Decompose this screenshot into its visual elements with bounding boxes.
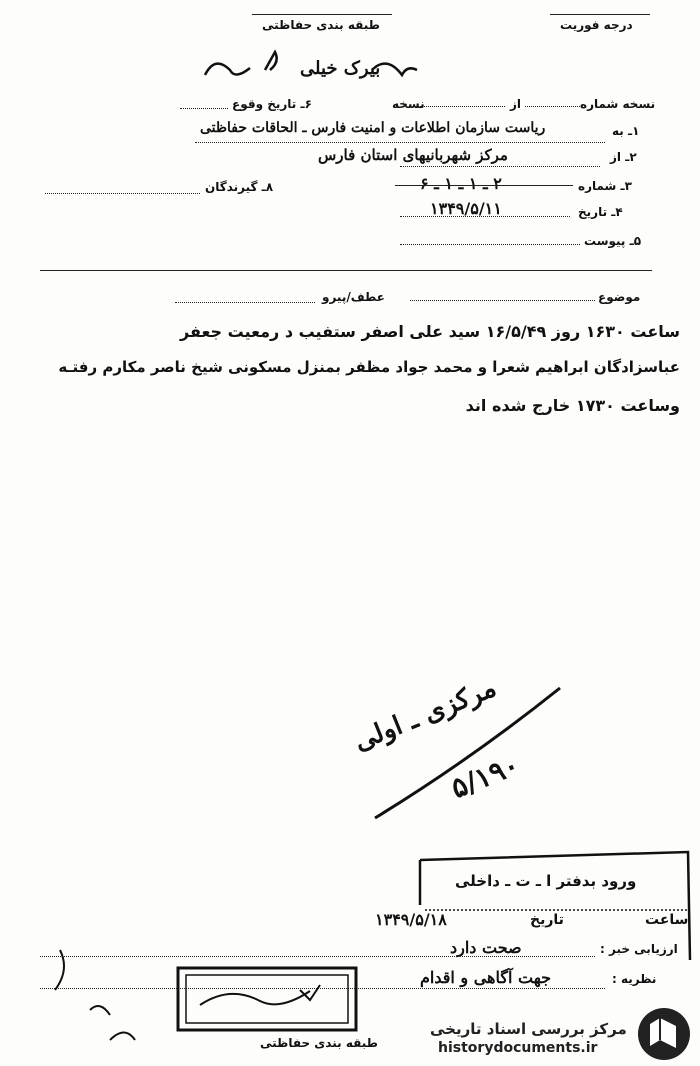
stamp-title: ورود بدفتر ا ـ ت ـ داخلی: [455, 872, 637, 890]
stamp-opinion-value: جهت آگاهی و اقدام: [420, 968, 551, 987]
form-divider: [40, 270, 652, 271]
copy-label: نسخه: [392, 97, 425, 111]
watermark-org: مرکز بررسی اسناد تاریخی: [430, 1020, 627, 1038]
footer-classification-label: طبقه بندی حفاظتی: [260, 1036, 378, 1050]
attachment-label: ۵ـ پیوست: [584, 234, 642, 248]
stamp-opinion-dots: [40, 988, 605, 989]
handwritten-classification: بیرک خیلی: [300, 58, 381, 79]
reference-label: عطف/پیرو: [322, 290, 385, 304]
priority-underline: [550, 14, 650, 15]
stamp-time-label: ساعت: [645, 912, 689, 928]
stamp-date-value: ۱۳۴۹/۵/۱۸: [375, 910, 447, 929]
of-label: از: [510, 97, 522, 111]
of-dots: [420, 106, 505, 107]
body-line-1: ساعت ۱۶۳۰ روز ۱۶/۵/۴۹ سید علی اصفر ستفیب د رمعیت جعفر: [180, 322, 680, 341]
body-line-2: عباسزادگان ابراهیم شعرا و محمد جواد مظفر بمنزل مسکونی شیخ ناصر مکارم رفتـه: [58, 358, 680, 376]
watermark-logo-icon: [0, 0, 1, 1]
subject-label: موضوع: [598, 290, 641, 304]
priority-label: درجه فوریت: [560, 18, 633, 32]
number-value: ۲ ـ ۱ ـ ۱ ـ ۶: [420, 174, 502, 193]
date-value: ۱۳۴۹/۵/۱۱: [430, 199, 502, 218]
attachment-dots: [400, 244, 580, 245]
date-label: ۴ـ تاریخ: [578, 205, 623, 219]
number-strike: [395, 185, 573, 186]
classification-label: طبقه بندی حفاظتی: [262, 18, 380, 32]
stamp-evaluation-dots: [40, 956, 595, 957]
date-dots: [400, 216, 570, 217]
from-label: ۲ـ از: [610, 150, 637, 164]
recipients-label: ۸ـ گیرندگان: [205, 180, 274, 194]
to-label: ۱ـ به: [612, 124, 640, 138]
watermark-site: historydocuments.ir: [438, 1040, 598, 1056]
from-value: مرکز شهربانیهای استان فارس: [318, 146, 508, 164]
number-label: ۳ـ شماره: [578, 179, 632, 193]
subject-dots: [410, 300, 595, 301]
to-value: ریاست سازمان اطلاعات و امنیت فارس ـ الحاقات حفاظتی: [200, 120, 546, 136]
annotation-line-2: ۵/۱۹۰: [446, 748, 525, 805]
copy-number-dots: [525, 106, 580, 107]
stamp-date-label: تاریخ: [530, 912, 564, 928]
stamp-opinion-label: نظریه :: [612, 972, 657, 986]
stamp-evaluation-value: صحت دارد: [450, 938, 522, 957]
to-dots: [195, 142, 605, 143]
incident-date-label: ۶ـ تاریخ وقوع: [232, 97, 312, 111]
from-dots: [400, 166, 600, 167]
body-line-3: وساعت ۱۷۳۰ خارج شده اند: [465, 396, 680, 415]
reference-dots: [175, 302, 315, 303]
stamp-evaluation-label: ارزیابی خبر :: [600, 942, 678, 956]
annotation-line-1: مرکزی ـ اولی: [349, 672, 501, 758]
classification-underline: [252, 14, 392, 15]
recipients-dots: [45, 193, 200, 194]
incident-date-dots: [180, 108, 228, 109]
copy-number-label: نسخه شماره: [580, 97, 656, 111]
